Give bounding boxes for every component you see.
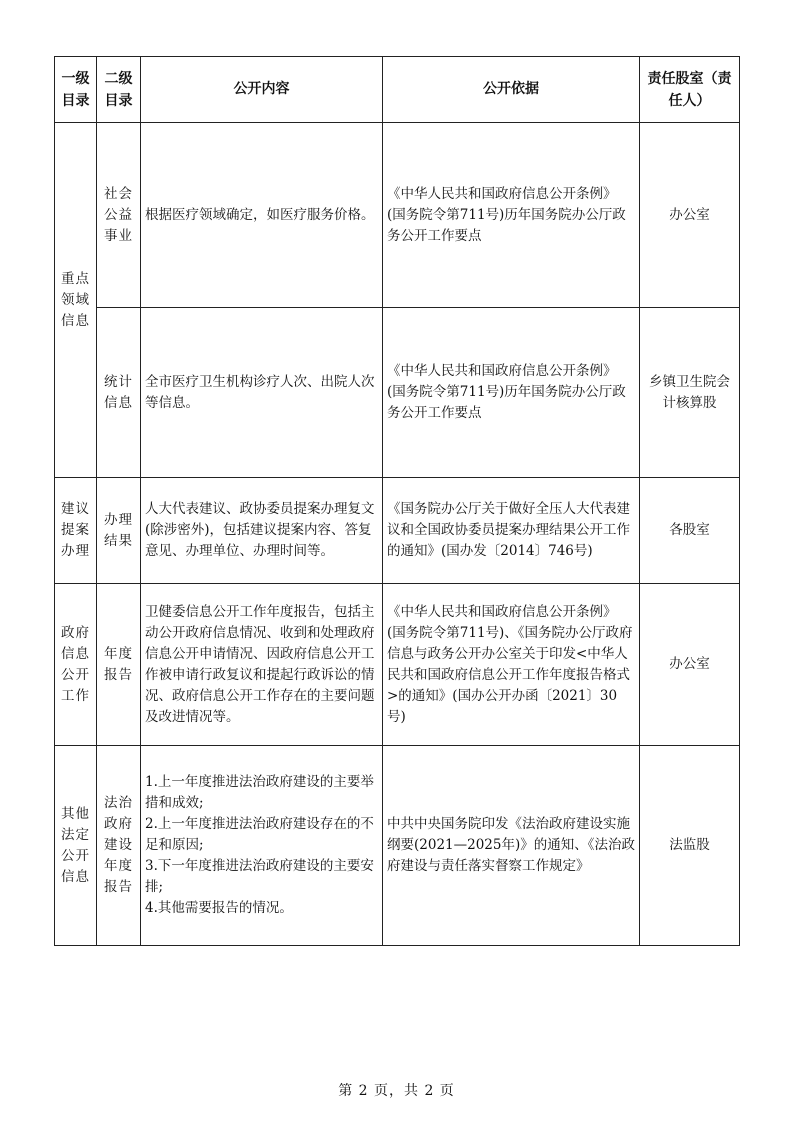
table-header-row [55,57,740,123]
responsible-cell: 乡镇卫生院会计核算股 [640,308,740,478]
basis-cell: 《国务院办公厅关于做好全压人大代表建议和全国政协委员提案办理结果公开工作的通知》(国办发〔2014〕746号) [383,478,640,584]
content-line: 1.上一年度推进法治政府建设的主要举措和成效; [145,774,374,811]
primary-category-cell: 其他法定公开信息 [55,746,97,946]
table-row [55,584,740,746]
basis-cell: 中共中央国务院印发《法治政府建设实施纲要(2021—2025年)》的通知、《法治政府建设与责任落实督察工作规定》 [383,746,640,946]
content-cell: 卫健委信息公开工作年度报告，包括主动公开政府信息情况、收到和处理政府信息公开申请情况、因政府信息公开工作被申请行政复议和提起行政诉讼的情况、政府信息公开工作存在的主要问题及改进情况等。 [141,584,383,746]
content-line: 3.下一年度推进法治政府建设的主要安排; [145,858,374,895]
primary-category-cell: 政府信息公开工作 [55,584,97,746]
secondary-category-cell: 社会公益事业 [97,123,141,308]
basis-cell: 《中华人民共和国政府信息公开条例》(国务院令第711号)历年国务院办公厅政务公开工作要点 [383,123,640,308]
content-line: 2.上一年度推进法治政府建设存在的不足和原因; [145,816,374,853]
header-primary-category: 一级目录 [55,57,97,123]
secondary-category-cell: 法治政府建设年度报告 [97,746,141,946]
content-cell: 全市医疗卫生机构诊疗人次、出院人次等信息。 [141,308,383,478]
secondary-category-cell: 统计信息 [97,308,141,478]
basis-cell: 《中华人民共和国政府信息公开条例》(国务院令第711号)历年国务院办公厅政务公开工作要点 [383,308,640,478]
table-row [55,123,740,308]
basis-cell: 《中华人民共和国政府信息公开条例》(国务院令第711号)、《国务院办公厅政府信息与政务公开办公室关于印发<中华人民共和国政府信息公开工作年度报告格式>的通知》(国办公开办函〔2021〕30号) [383,584,640,746]
responsible-cell: 各股室 [640,478,740,584]
table-row [55,478,740,584]
content-cell [141,746,383,946]
primary-category-cell: 建议提案办理 [55,478,97,584]
table-row [55,746,740,946]
table-row [55,308,740,478]
page-number-footer: 第 2 页，共 2 页 [338,1083,455,1099]
header-content: 公开内容 [141,57,383,123]
responsible-cell: 法监股 [640,746,740,946]
content-cell: 人大代表建议、政协委员提案办理复文(除涉密外)，包括建议提案内容、答复意见、办理单位、办理时间等。 [141,478,383,584]
secondary-category-cell: 办理结果 [97,478,141,584]
disclosure-table [54,56,740,946]
content-line: 4.其他需要报告的情况。 [145,900,293,916]
header-basis: 公开依据 [383,57,640,123]
primary-category-cell: 重点领域信息 [55,123,97,478]
header-secondary-category: 二级目录 [97,57,141,123]
responsible-cell: 办公室 [640,584,740,746]
responsible-cell: 办公室 [640,123,740,308]
content-cell: 根据医疗领域确定，如医疗服务价格。 [141,123,383,308]
secondary-category-cell: 年度报告 [97,584,141,746]
header-responsible: 责任股室（责任人） [640,57,740,123]
